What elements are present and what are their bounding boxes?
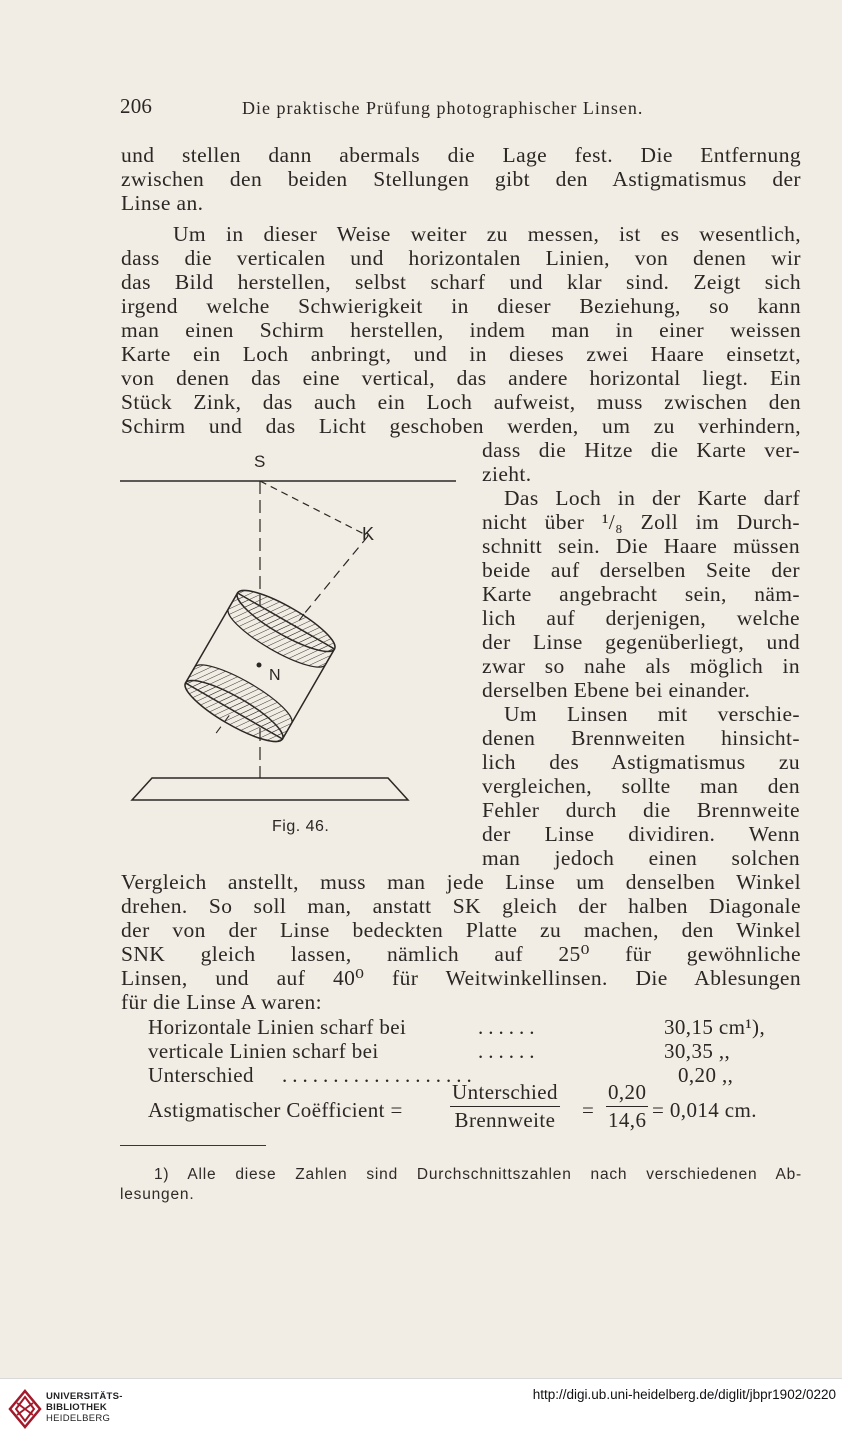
fraction-numerator: Unterschied <box>450 1080 560 1107</box>
footnote-line: 1) Alle diese Zahlen sind Durchschnittszahlen nach verschiedenen Ab- <box>154 1166 802 1183</box>
library-name-line: BIBLIOTHEK <box>46 1402 108 1413</box>
library-name-line: HEIDELBERG <box>46 1413 111 1424</box>
body-line: Linsen, und auf 40⁰ für Weitwinkellinsen. Die Ablesungen <box>121 966 801 990</box>
figure-caption: Fig. 46. <box>272 818 330 835</box>
measurement-label: Horizontale Linien scharf bei <box>148 1015 407 1039</box>
body-line: Linse an. <box>121 191 204 215</box>
measurement-value: 30,35 ,, <box>664 1039 731 1063</box>
body-line: der von der Linse bedeckten Platte zu machen, den Winkel <box>121 918 801 942</box>
body-line: von denen das eine vertical, das andere horizontal liegt. Ein <box>121 366 801 390</box>
body-line: denen Brennweiten hinsicht- <box>482 726 800 750</box>
library-name-line: UNIVERSITÄTS- <box>46 1391 123 1402</box>
body-line: lich auf derjenigen, welche <box>482 606 800 630</box>
measurement-dots: ...... <box>478 1039 540 1063</box>
body-line: nicht über ¹/₈ Zoll im Durch- <box>482 510 800 534</box>
body-line: dass die Hitze die Karte ver- <box>482 438 800 462</box>
body-line: Karte ein Loch anbringt, und in dieses zwei Haare einsetzt, <box>121 342 801 366</box>
body-line: man einen Schirm herstellen, indem man in einer weissen <box>121 318 801 342</box>
body-line: lich des Astigmatismus zu <box>482 750 800 774</box>
formula-equals: = <box>582 1098 595 1122</box>
body-line: zieht. <box>482 462 532 486</box>
formula-result: = 0,014 cm. <box>652 1098 757 1122</box>
library-logo-icon <box>8 1389 42 1429</box>
body-line: das Bild herstellen, selbst scharf und klar sind. Zeigt sich <box>121 270 801 294</box>
body-line: zwischen den beiden Stellungen gibt den Astigmatismus der <box>121 167 801 191</box>
line-s-k <box>260 481 368 536</box>
body-line: irgend welche Schwierigkeit in dieser Beziehung, so kann <box>121 294 801 318</box>
body-line: der Linse gegenüberliegt, und <box>482 630 800 654</box>
measurement-row <box>148 1039 788 1065</box>
measurement-value: 0,20 ,, <box>678 1063 734 1087</box>
footnote-rule <box>120 1145 266 1146</box>
footnote-line: lesungen. <box>120 1186 195 1203</box>
label-s: S <box>254 452 266 471</box>
body-line: vergleichen, sollte man den <box>482 774 800 798</box>
measurement-row <box>148 1015 788 1041</box>
formula-fraction-words <box>450 1080 560 1133</box>
body-line: zwar so nahe als möglich in <box>482 654 800 678</box>
measurement-dots: ................... <box>282 1063 477 1087</box>
body-line: der Linse dividiren. Wenn <box>482 822 800 846</box>
body-line: Schirm und das Licht geschoben werden, um zu verhindern, <box>121 414 801 438</box>
measurement-label: Unterschied <box>148 1063 254 1087</box>
astigmatism-formula <box>148 1080 788 1132</box>
fraction-denominator: 14,6 <box>608 1108 647 1132</box>
label-n: N <box>269 667 281 684</box>
measurement-dots: ...... <box>478 1015 540 1039</box>
measurement-value: 30,15 cm¹), <box>664 1015 766 1039</box>
body-line: beide auf derselben Seite der <box>482 558 800 582</box>
body-line: und stellen dann abermals die Lage fest. Die Entfernung <box>121 143 801 167</box>
body-line: SNK gleich lassen, nämlich auf 25⁰ für gewöhnliche <box>121 942 801 966</box>
label-k: K <box>362 524 375 544</box>
fraction-numerator: 0,20 <box>606 1080 648 1107</box>
body-line: Vergleich anstellt, muss man jede Linse um denselben Winkel <box>121 870 801 894</box>
body-line: dass die verticalen und horizontalen Linien, von denen wir <box>121 246 801 270</box>
body-line: man jedoch einen solchen <box>482 846 800 870</box>
fraction-denominator: Brennweite <box>454 1108 556 1132</box>
footer-bar <box>0 1378 842 1439</box>
body-line: für die Linse A waren: <box>121 990 323 1014</box>
body-line: Fehler durch die Brennweite <box>482 798 800 822</box>
body-line: schnitt sein. Die Haare müssen <box>482 534 800 558</box>
body-line: drehen. So soll man, anstatt SK gleich der halben Diagonale <box>121 894 801 918</box>
point-n <box>257 663 262 668</box>
running-title: Die praktische Prüfung photographischer Linsen. <box>242 98 644 118</box>
plate <box>132 778 408 800</box>
permalink-url[interactable]: http://digi.ub.uni-heidelberg.de/diglit/jbpr1902/0220 <box>532 1387 836 1402</box>
line-k-lens <box>304 536 368 614</box>
body-line: Um Linsen mit verschie- <box>504 702 800 726</box>
footnote <box>120 1165 802 1205</box>
library-name <box>46 1391 123 1424</box>
figure-46-diagram <box>118 448 464 848</box>
formula-fraction-values <box>606 1080 648 1133</box>
body-line: derselben Ebene bei einander. <box>482 678 751 702</box>
body-line: Karte angebracht sein, näm- <box>482 582 800 606</box>
body-line: Stück Zink, das auch ein Loch aufweist, muss zwischen den <box>121 390 801 414</box>
formula-lhs: Astigmatischer Coëfficient = <box>148 1098 403 1122</box>
measurement-label: verticale Linien scharf bei <box>148 1039 379 1063</box>
page-number: 206 <box>120 94 153 118</box>
body-line: Das Loch in der Karte darf <box>504 486 800 510</box>
body-line: Um in dieser Weise weiter zu messen, ist es wesentlich, <box>173 222 801 246</box>
